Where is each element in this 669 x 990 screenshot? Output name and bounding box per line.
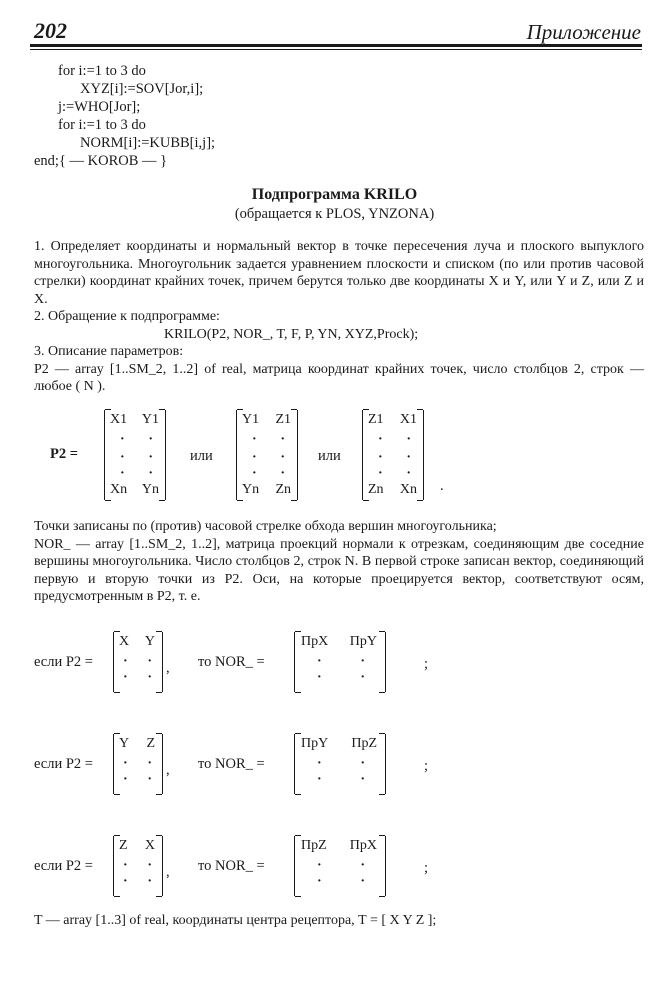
matrix-zx xyxy=(362,410,424,500)
subprogram-subtitle: (обращается к PLOS, YNZONA) xyxy=(234,206,435,222)
body-text-2 xyxy=(34,518,644,606)
code-line: end;{ — KOROB — } xyxy=(34,153,168,169)
matrix-cell: Z xyxy=(119,838,128,853)
subprogram-title: Подпрограмма KRILO xyxy=(251,186,418,203)
matrix-cell: X1 xyxy=(399,412,417,427)
comma: , xyxy=(166,864,170,880)
matrix-dot: · xyxy=(148,450,153,465)
code-line: j:=WHO[Jor]; xyxy=(58,99,141,115)
matrix-cell: ПрZ xyxy=(351,736,377,751)
header-rule xyxy=(30,44,642,47)
body-text-3 xyxy=(34,912,644,930)
matrix-dot: · xyxy=(123,858,128,873)
case-matrix-left xyxy=(113,632,163,692)
code-line: NORM[i]:=KUBB[i,j]; xyxy=(80,135,216,151)
matrix-cell: Z1 xyxy=(275,412,291,427)
matrix-dot: · xyxy=(148,466,153,481)
case-matrix-left xyxy=(113,734,163,794)
matrix-dot: · xyxy=(123,670,128,685)
code-line: for i:=1 to 3 do xyxy=(58,63,146,79)
matrix-dot: · xyxy=(148,432,153,447)
matrix-dot: · xyxy=(123,772,128,787)
matrix-yz xyxy=(236,410,298,500)
case-matrix-left xyxy=(113,836,163,896)
matrix-cell: ПрY xyxy=(349,634,377,649)
matrix-dot: · xyxy=(406,432,411,447)
matrix-dot: · xyxy=(317,772,322,787)
running-header: Приложение xyxy=(526,20,641,44)
matrix-xy xyxy=(104,410,166,500)
matrix-cell: Y xyxy=(144,634,155,649)
p2-label: P2 = xyxy=(50,446,78,462)
matrix-dot: · xyxy=(123,874,128,889)
matrix-cell: X xyxy=(144,838,155,853)
comma: , xyxy=(166,762,170,778)
matrix-cell: Y1 xyxy=(242,412,260,427)
matrix-cell: Zn xyxy=(368,482,384,497)
matrix-cell: Yn xyxy=(242,482,260,497)
matrix-dot: · xyxy=(120,466,125,481)
code-line: XYZ[i]:=SOV[Jor,i]; xyxy=(80,81,204,97)
matrix-cell: ПрY xyxy=(301,736,329,751)
matrix-dot: · xyxy=(360,654,365,669)
case-then: то NOR_ = xyxy=(198,654,265,670)
matrix-dot: · xyxy=(147,670,152,685)
matrix-cell: Y1 xyxy=(141,412,159,427)
paragraph: 2. Обращение к подпрограмме: xyxy=(34,309,220,324)
matrix-dot: · xyxy=(378,466,383,481)
matrix-dot: · xyxy=(123,756,128,771)
page-number: 202 xyxy=(34,18,67,43)
matrix-dot: · xyxy=(147,858,152,873)
matrix-dot: · xyxy=(317,858,322,873)
matrix-cell: ПрX xyxy=(349,838,377,853)
case-then: то NOR_ = xyxy=(198,858,265,874)
matrix-dot: · xyxy=(360,670,365,685)
paragraph: NOR_ — array [1..SM_2, 1..2], матрица проекций нормали к отрезкам, соединяющим две соседние вершины многоугольника. Число столбцов 2, строк N. В первой строке записан вектор, соединяющий первую и вторую точки из P2. Оси, на которые проецируется вектор, соответствуют осям, предусмотренным в P2, т. е. xyxy=(34,536,644,604)
matrix-dot: · xyxy=(317,756,322,771)
matrix-dot: · xyxy=(406,450,411,465)
matrix-dot: · xyxy=(378,450,383,465)
semicolon: ; xyxy=(424,758,429,774)
code-line: for i:=1 to 3 do xyxy=(58,117,146,133)
matrix-cell: Y xyxy=(119,736,130,751)
matrix-dot: · xyxy=(317,670,322,685)
matrix-cell: Xn xyxy=(110,482,128,497)
header-rule-thin xyxy=(30,49,642,50)
matrix-dot: · xyxy=(360,772,365,787)
matrix-cell: Z1 xyxy=(368,412,384,427)
or-word: или xyxy=(318,448,341,464)
semicolon: ; xyxy=(424,656,429,672)
comma: , xyxy=(166,660,170,676)
case-matrix-right xyxy=(294,836,386,896)
paragraph: T — array [1..3] of real, координаты центра рецептора, T = [ X Y Z ]; xyxy=(34,913,437,928)
matrix-dot: · xyxy=(252,432,257,447)
case-then: то NOR_ = xyxy=(198,756,265,772)
matrix-dot: · xyxy=(147,772,152,787)
period: . xyxy=(440,478,444,494)
matrix-cell: Yn xyxy=(141,482,159,497)
matrix-dot: · xyxy=(317,654,322,669)
or-word: или xyxy=(190,448,213,464)
matrix-cell: ПрZ xyxy=(301,838,327,853)
matrix-dot: · xyxy=(317,874,322,889)
matrix-cell: X xyxy=(119,634,130,649)
paragraph: 1. Определяет координаты и нормальный вектор в точке пересечения луча и плоского выпуклого многоугольника. Многоугольник задается уравнением плоскости и списком (по или против часовой стрелки) координат крайних точек, причем берутся только две координаты X и Y, или Y и Z, или Z и X. xyxy=(34,239,644,307)
matrix-cell: Xn xyxy=(399,482,417,497)
matrix-dot: · xyxy=(123,654,128,669)
matrix-dot: · xyxy=(280,450,285,465)
body-text xyxy=(34,238,644,396)
matrix-cell: Zn xyxy=(275,482,291,497)
matrix-dot: · xyxy=(378,432,383,447)
matrix-dot: · xyxy=(147,654,152,669)
matrix-dot: · xyxy=(360,858,365,873)
matrix-dot: · xyxy=(252,466,257,481)
matrix-dot: · xyxy=(120,432,125,447)
case-matrix-right xyxy=(294,632,386,692)
matrix-dot: · xyxy=(280,466,285,481)
matrix-dot: · xyxy=(147,874,152,889)
call-line: KRILO(P2, NOR_, T, F, P, YN, XYZ,Prock); xyxy=(164,326,419,342)
case-if: если P2 = xyxy=(34,858,93,874)
case-if: если P2 = xyxy=(34,756,93,772)
matrix-dot: · xyxy=(252,450,257,465)
matrix-cell: X1 xyxy=(110,412,128,427)
matrix-dot: · xyxy=(120,450,125,465)
matrix-dot: · xyxy=(280,432,285,447)
matrix-dot: · xyxy=(360,756,365,771)
semicolon: ; xyxy=(424,860,429,876)
matrix-dot: · xyxy=(406,466,411,481)
matrix-cell: ПрX xyxy=(301,634,329,649)
paragraph: P2 — array [1..SM_2, 1..2] of real, матрица координат крайних точек, число столбцов 2, строк — любое ( N ). xyxy=(34,361,644,394)
matrix-dot: · xyxy=(147,756,152,771)
matrix-dot: · xyxy=(360,874,365,889)
case-matrix-right xyxy=(294,734,386,794)
case-if: если P2 = xyxy=(34,654,93,670)
matrix-cell: Z xyxy=(146,736,155,751)
paragraph: 3. Описание параметров: xyxy=(34,344,184,359)
paragraph: Точки записаны по (против) часовой стрелке обхода вершин многоугольника; xyxy=(34,519,497,534)
